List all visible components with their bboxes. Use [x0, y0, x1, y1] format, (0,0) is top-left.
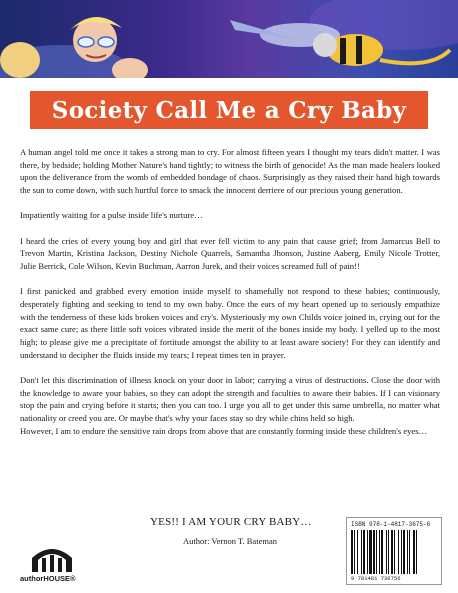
closing-line: YES!! I AM YOUR CRY BABY…: [150, 516, 312, 528]
paragraph: Don't let this discrimination of illness knock on your door in labor; carrying a virus of destructions. Close the door with the knowledge to aware your babies, so they can adopt the strength and faculties to aware their babies. If I can visionary stop the pain and crying before it starts; then you can too. I urge you all to get under this same umbrella, no matter what nationality or creed you are. Or maybe that's why your faces stay so dry while chins held so high.: [20, 374, 440, 423]
isbn-label: ISBN 978-1-4817-3675-6: [351, 521, 431, 528]
cover-illustration: [0, 0, 458, 78]
paragraph: Impatiently waiting for a pulse inside life's nurture…: [20, 210, 203, 221]
book-title: Society Call Me a Cry Baby: [51, 96, 407, 124]
author-credit: Author: Vernon T. Bateman: [183, 536, 277, 546]
publisher-name: authorHOUSE®: [20, 574, 76, 583]
ean-number: 9 781481 736756: [351, 575, 401, 582]
back-cover-text: [20, 146, 440, 450]
paragraph: A human angel told me once it takes a strong man to cry. For almost fifteen years I thought my tears didn't matter. I was there, by bedside; holding Mother Nature's hand tightly; to witness the birth of genocide! As the man made healers looked upon the deliverance from the womb of embedded bondage of chaos. Surprisingly as they raised their hand high towards the sun to come down, with such hurtful force to smack the innocent derriere of our precious young generation.: [20, 147, 440, 196]
cover-illustration-art: [0, 0, 458, 78]
paragraph: I first panicked and grabbed every emotion inside myself to shamefully not respond to these babies; continuously, desperately fighting and seeking to tend to my own baby. Once the ears of my heart opened up to seriously empathize with the tenderness of these kids broken voices and cry's. Mysteriously my own Childs voice joined in, crying out for the exact same cure; as there little soft voices vibrated inside the merit of the bones inside my body. I yelled up to the most high; to please give me a precipitate of fortitude amongst the ability to at least aware society! For they can identify and understand to decipher the fluids inside my tears; I repeat times ten in prayer.: [20, 286, 440, 360]
paragraph: I heard the cries of every young boy and girl that ever fell victim to any pain that cause grief; from Jamarcus Bell to Trevon Martin, Kristina Jackson, Destiny Nichole Quarrels, Samantha Jhonson, Justine Aaberg, Emily Nicole Trotter, Julie Berrick, Cole Wilson, Kevin Buchman, Aarron Jurek, and their voices screamed full of pain!!: [20, 235, 440, 271]
title-banner: [30, 91, 428, 129]
barcode: [346, 517, 442, 585]
barcode-bars: [351, 530, 437, 574]
paragraph: However, I am to endure the sensitive rain drops from above that are constantly forming inside these children's eyes…: [20, 425, 428, 436]
